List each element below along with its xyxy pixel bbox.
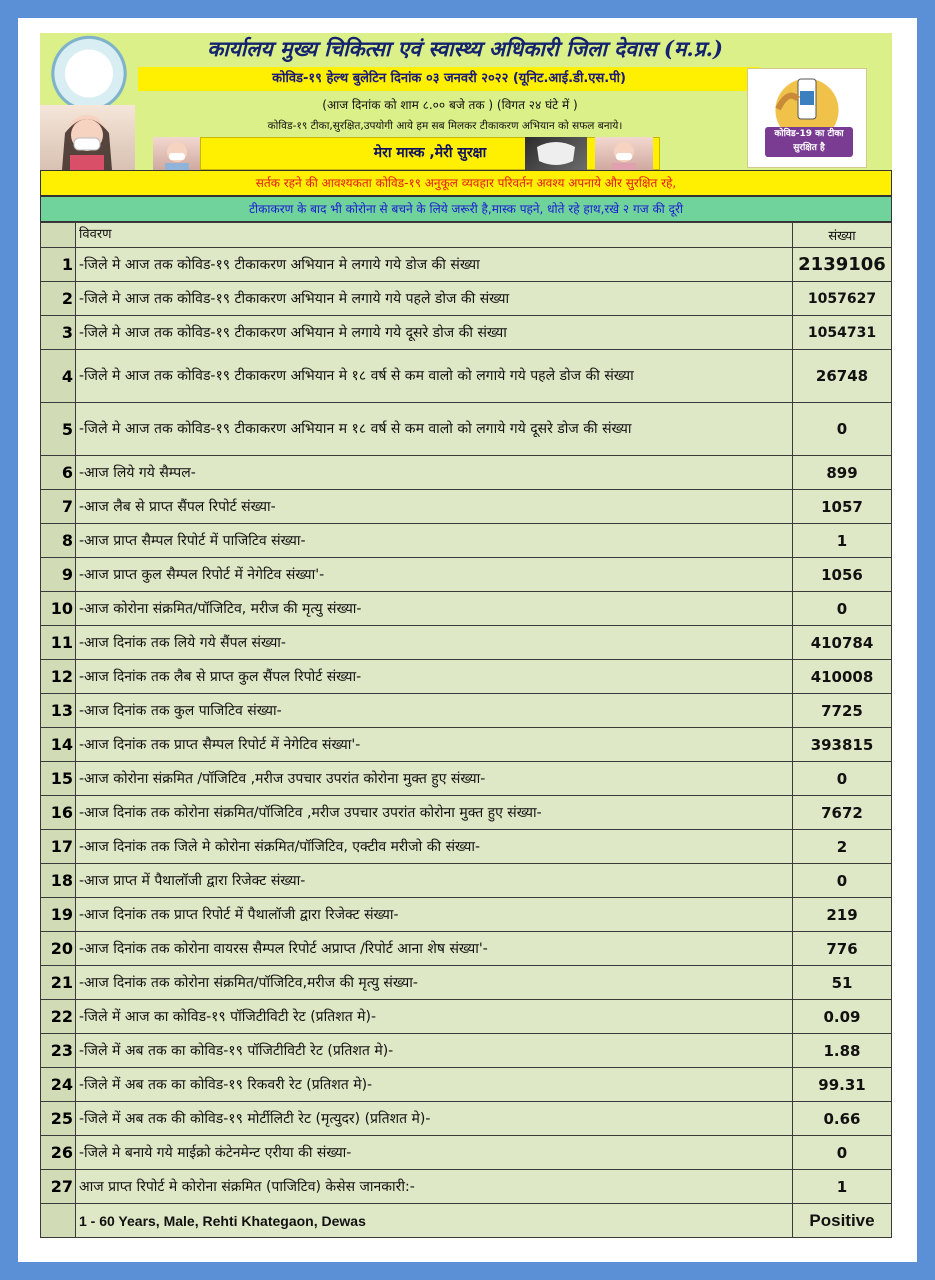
row-description: -जिले में अब तक की कोविड-१९ मोर्टीलिटी रेट (मृत्युदर) (प्रतिशत मे)- [76,1102,793,1136]
row-number: 26 [41,1136,76,1170]
row-value: 410784 [793,626,892,660]
table-row [41,403,892,456]
table-row [41,762,892,796]
vaccine-syringe-image [40,35,138,105]
row-value: 1.88 [793,1034,892,1068]
bulletin-header [40,33,892,170]
table-row [41,932,892,966]
row-description: -जिले मे आज तक कोविड-१९ टीकाकरण अभियान म १८ वर्ष से कम वालो को लगाये गये दूसरे डोज की संख्या [76,403,793,456]
row-description: -आज दिनांक तक जिले मे कोरोना संक्रमित/पॉजिटिव, एक्टीव मरीजो की संख्या- [76,830,793,864]
row-number: 13 [41,694,76,728]
row-description: -आज दिनांक तक कोरोना संक्रमित/पॉजिटिव,मरीज की मृत्यु संख्या- [76,966,793,1000]
office-title: कार्यालय मुख्य चिकित्सा एवं स्वास्थ्य अधिकारी जिला देवास (म.प्र.) [207,36,723,61]
row-number: 4 [41,350,76,403]
table-row [41,524,892,558]
row-number: 22 [41,1000,76,1034]
case-status: Positive [793,1204,892,1238]
health-bulletin [40,33,892,1241]
row-value: 1056 [793,558,892,592]
row-description: -जिले मे आज तक कोविड-१९ टीकाकरण अभियान मे लगाये गये डोज की संख्या [76,248,793,282]
row-number: 6 [41,456,76,490]
row-description: -आज दिनांक तक कोरोना संक्रमित/पॉजिटिव ,मरीज उपचार उपरांत कोरोना मुक्त हुए संख्या- [76,796,793,830]
row-number: 10 [41,592,76,626]
table-row [41,456,892,490]
table-header-row [41,223,892,248]
row-number: 16 [41,796,76,830]
row-value: 1 [793,524,892,558]
mask-slogan: मेरा मास्क ,मेरी सुरक्षा [200,137,660,170]
table-row [41,966,892,1000]
row-value: 219 [793,898,892,932]
row-value: 393815 [793,728,892,762]
row-description: -जिले मे आज तक कोविड-१९ टीकाकरण अभियान मे लगाये गये दूसरे डोज की संख्या [76,316,793,350]
row-number: 2 [41,282,76,316]
table-row [41,796,892,830]
row-description: -आज कोरोना संक्रमित /पॉजिटिव ,मरीज उपचार उपरांत कोरोना मुक्त हुए संख्या- [76,762,793,796]
row-value: 2 [793,830,892,864]
row-value: 899 [793,456,892,490]
advisory-banner: सर्तक रहने की आवश्यकता कोविड-१९ अनुकूल व्यवहार परिवर्तन अवश्य अपनाये और सुरक्षित रहे, [40,170,892,196]
column-header-value: संख्या [793,223,892,248]
table-row [41,1068,892,1102]
row-value: 1054731 [793,316,892,350]
row-number: 12 [41,660,76,694]
row-description: -आज कोरोना संक्रमित/पॉजिटिव, मरीज की मृत्यु संख्या- [76,592,793,626]
case-description: 1 - 60 Years, Male, Rehti Khategaon, Dewas [76,1204,793,1238]
row-value: 26748 [793,350,892,403]
row-value: 0 [793,762,892,796]
face-mask-image-right [525,137,587,170]
row-value: 2139106 [793,248,892,282]
table-row [41,1000,892,1034]
row-number: 27 [41,1170,76,1204]
row-value: 99.31 [793,1068,892,1102]
table-row [41,728,892,762]
row-description: -आज लैब से प्राप्त सैंपल रिपोर्ट संख्या- [76,490,793,524]
row-value: 0 [793,1136,892,1170]
table-row [41,248,892,282]
row-description: -जिले मे बनाये गये माईक्रो कंटेनमेन्ट एरीया की संख्या- [76,1136,793,1170]
row-number: 11 [41,626,76,660]
table-row [41,558,892,592]
masked-woman-image-left [153,137,201,170]
vaccination-slogan: कोविड-१९ टीका,सुरक्षित,उपयोगी आये हम सब मिलकर टीकाकरण अभियान को सफल बनाये। [267,120,623,132]
row-number: 20 [41,932,76,966]
row-value: 1057 [793,490,892,524]
reporting-period: (आज दिनांक को शाम ८.०० बजे तक ) (विगत २४ घंटे में ) [322,98,578,112]
masked-girl-image [40,105,135,170]
row-number: 5 [41,403,76,456]
row-description: -आज प्राप्त में पैथालॉजी द्वारा रिजेक्ट संख्या- [76,864,793,898]
row-number: 23 [41,1034,76,1068]
case-detail-row [41,1204,892,1238]
row-description: -जिले में अब तक का कोविड-१९ रिकवरी रेट (प्रतिशत मे)- [76,1068,793,1102]
row-number: 18 [41,864,76,898]
vaccine-safe-badge [747,68,867,168]
table-row [41,316,892,350]
table-row [41,830,892,864]
case-number-cell [41,1204,76,1238]
row-number: 24 [41,1068,76,1102]
row-description: -जिले मे आज तक कोविड-१९ टीकाकरण अभियान मे १८ वर्ष से कम वालो को लगाये गये पहले डोज की संख्या [76,350,793,403]
column-header-description: विवरण [76,223,793,248]
header-number-cell [41,223,76,248]
row-value: 0.09 [793,1000,892,1034]
row-description: -आज प्राप्त सैम्पल रिपोर्ट में पाजिटिव संख्या- [76,524,793,558]
row-number: 7 [41,490,76,524]
table-row [41,1102,892,1136]
row-description: -जिले मे आज तक कोविड-१९ टीकाकरण अभियान मे लगाये गये पहले डोज की संख्या [76,282,793,316]
row-number: 15 [41,762,76,796]
row-value: 51 [793,966,892,1000]
row-number: 8 [41,524,76,558]
row-description: -आज दिनांक तक प्राप्त सैम्पल रिपोर्ट में नेगेटिव संख्या'- [76,728,793,762]
table-row [41,1170,892,1204]
row-number: 21 [41,966,76,1000]
row-description: आज प्राप्त रिपोर्ट मे कोरोना संक्रमित (पाजिटिव) केसेस जानकारी:- [76,1170,793,1204]
row-value: 1 [793,1170,892,1204]
row-description: -आज दिनांक तक कोरोना वायरस सैम्पल रिपोर्ट अप्राप्त /रिपोर्ट आना शेष संख्या'- [76,932,793,966]
row-description: -आज दिनांक तक लिये गये सैंपल संख्या- [76,626,793,660]
row-value: 7672 [793,796,892,830]
table-row [41,282,892,316]
row-description: -आज दिनांक तक कुल पाजिटिव संख्या- [76,694,793,728]
row-value: 7725 [793,694,892,728]
row-number: 25 [41,1102,76,1136]
bulletin-date: कोविड-१९ हेल्थ बुलेटिन दिनांक ०३ जनवरी २०२२ (यूनिट.आई.डी.एस.पी) [138,67,760,91]
row-description: -जिले में आज का कोविड-१९ पॉजिटीविटी रेट (प्रतिशत मे)- [76,1000,793,1034]
row-value: 1057627 [793,282,892,316]
row-number: 14 [41,728,76,762]
table-row [41,626,892,660]
row-value: 776 [793,932,892,966]
row-value: 0 [793,864,892,898]
table-row [41,1136,892,1170]
table-row [41,660,892,694]
row-number: 17 [41,830,76,864]
masked-woman-image-right [595,137,653,170]
row-number: 19 [41,898,76,932]
badge-text: कोविड-19 का टीका सुरक्षित है [765,127,853,157]
table-row [41,898,892,932]
row-description: -आज प्राप्त कुल सैम्पल रिपोर्ट में नेगेटिव संख्या'- [76,558,793,592]
row-value: 410008 [793,660,892,694]
statistics-table [40,222,892,1238]
row-description: -जिले में अब तक का कोविड-१९ पॉजिटीविटी रेट (प्रतिशत मे)- [76,1034,793,1068]
table-row [41,1034,892,1068]
prevention-banner: टीकाकरण के बाद भी कोरोना से बचने के लिये जरूरी है,मास्क पहने, धोते रहे हाथ,रखे २ गज की दूरी [40,196,892,222]
row-number: 9 [41,558,76,592]
row-description: -आज दिनांक तक लैब से प्राप्त कुल सैंपल रिपोर्ट संख्या- [76,660,793,694]
row-value: 0 [793,403,892,456]
row-description: -आज लिये गये सैम्पल- [76,456,793,490]
table-row [41,490,892,524]
table-row [41,864,892,898]
table-row [41,350,892,403]
row-value: 0.66 [793,1102,892,1136]
row-value: 0 [793,592,892,626]
row-number: 3 [41,316,76,350]
row-description: -आज दिनांक तक प्राप्त रिपोर्ट में पैथालॉजी द्वारा रिजेक्ट संख्या- [76,898,793,932]
table-row [41,592,892,626]
table-row [41,694,892,728]
row-number: 1 [41,248,76,282]
